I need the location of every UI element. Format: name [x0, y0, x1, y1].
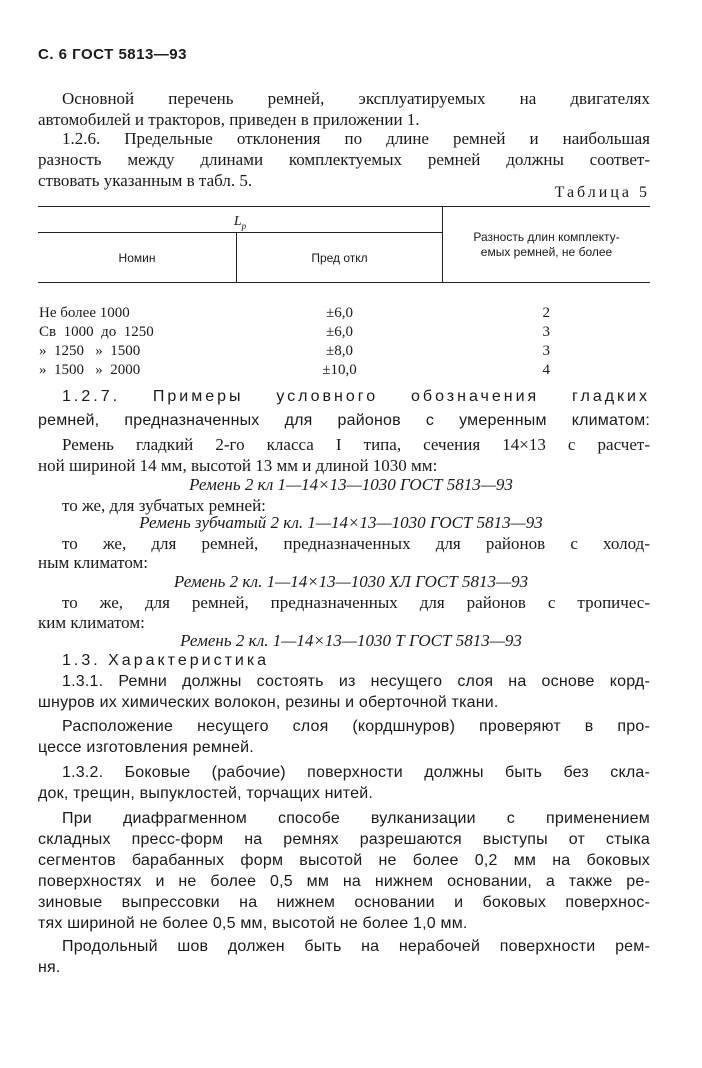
designation-example: Ремень 2 кл. 1—14×13—1030 ХЛ ГОСТ 5813—93	[173, 572, 529, 591]
text-line: ным климатом:	[38, 553, 148, 572]
designation-example: Ремень зубчатый 2 кл. 1—14×13—1030 ГОСТ 5813—93	[139, 513, 543, 532]
text-line: ной шириной 14 мм, высотой 13 мм и длиной 1030 мм:	[38, 456, 438, 475]
cell-deviation: ±8,0	[326, 343, 353, 359]
text-line: то же, для зубчатых ремней:	[62, 496, 266, 515]
text-line: ремней, предназначенных для районов с умеренным климатом:	[38, 412, 650, 429]
text-line: зиновые выпрессовки на нижнем основании и боковых поверхнос-	[38, 894, 650, 911]
text-line: то же, для ремней, предназначенных для районов с холод-	[62, 534, 650, 553]
cell-difference: 4	[542, 362, 550, 378]
cell-difference: 3	[542, 343, 550, 359]
text-line: тях шириной не более 0,5 мм, высотой не более 1,0 мм.	[38, 915, 468, 932]
text-line: При диафрагменном способе вулканизации с применением	[62, 810, 650, 827]
text-line: сегментов барабанных форм высотой не более 0,2 мм на боковых	[38, 852, 650, 869]
text-line: Продольный шов должен быть на нерабочей поверхности рем-	[62, 938, 650, 955]
cell-nominal: Не более 1000	[39, 305, 130, 321]
text-line: то же, для ремней, предназначенных для районов с тропичес-	[62, 593, 650, 612]
text-line: складных пресс-форм на ремнях разрешаются выступы от стыка	[38, 831, 650, 848]
cell-difference: 2	[542, 305, 550, 321]
section-heading: 1.3. Характеристика	[62, 652, 270, 669]
text-line: автомобилей и тракторов, приведен в приложении 1.	[38, 110, 420, 129]
table-row	[38, 304, 650, 324]
deviation-header: Пред откл	[237, 233, 443, 283]
text-line: ствовать указанным в табл. 5.	[38, 171, 253, 190]
table-row	[38, 361, 650, 380]
designation-example: Ремень 2 кл 1—14×13—1030 ГОСТ 5813—93	[189, 475, 513, 494]
designation-example: Ремень 2 кл. 1—14×13—1030 Т ГОСТ 5813—93	[180, 631, 522, 650]
text-line: 1.3.2. Боковые (рабочие) поверхности должны быть без скла-	[62, 764, 650, 781]
table-caption: Таблица 5	[554, 184, 650, 201]
text-line: разность между длинами комплектуемых ремней должны соответ-	[38, 150, 650, 169]
text-line: 1.2.6. Предельные отклонения по длине ремней и наибольшая	[62, 129, 650, 148]
cell-deviation: ±6,0	[326, 324, 353, 340]
diff-header: Разность длин комплекту- емых ремней, не более	[443, 207, 651, 283]
cell-deviation: ±6,0	[326, 305, 353, 321]
text-line: шнуров их химических волокон, резины и оберточной ткани.	[38, 694, 499, 711]
lp-header: $L_р$	[38, 207, 443, 233]
page-header: С. 6 ГОСТ 5813—93	[38, 46, 187, 63]
text-line: ня.	[38, 959, 61, 976]
text-line: поверхностях и не более 0,5 мм на нижнем основании, а также ре-	[38, 873, 650, 890]
text-line: док, трещин, выпуклостей, торчащих нитей.	[38, 785, 373, 802]
text-line: ким климатом:	[38, 613, 145, 632]
section-heading: 1.2.7. Примеры условного обозначения гладких	[62, 388, 650, 405]
table-row	[38, 342, 650, 361]
nominal-header: Номин	[38, 233, 237, 283]
cell-nominal: » 1250 » 1500	[39, 343, 141, 359]
text-line: 1.3.1. Ремни должны состоять из несущего слоя на основе корд-	[62, 673, 650, 690]
text-line: Ремень гладкий 2-го класса I типа, сечения 14×13 с расчет-	[62, 435, 650, 454]
text-line: Основной перечень ремней, эксплуатируемых на двигателях	[62, 89, 650, 108]
cell-nominal: Св 1000 до 1250	[39, 324, 154, 340]
cell-nominal: » 1500 » 2000	[39, 362, 141, 378]
cell-difference: 3	[542, 324, 550, 340]
text-line: Расположение несущего слоя (кордшнуров) проверяют в про-	[62, 718, 650, 735]
tolerance-table	[38, 206, 650, 380]
table-row	[38, 323, 650, 342]
cell-deviation: ±10,0	[322, 362, 357, 378]
text-line: цессе изготовления ремней.	[38, 739, 254, 756]
